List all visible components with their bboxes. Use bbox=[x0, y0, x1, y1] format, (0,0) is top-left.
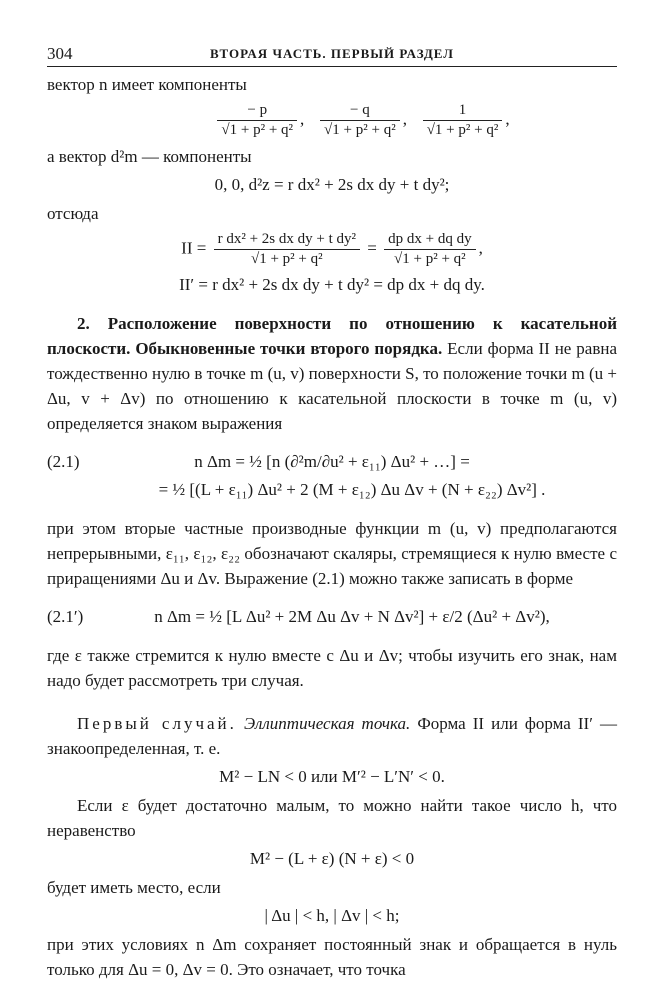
equation-2-1-prime: (2.1′) n Δm = ½ [L Δu² + 2M Δu Δv + N Δv²] + ε/2 (Δu² + Δv²), bbox=[47, 605, 617, 629]
paragraph-vector-d2m: а вектор d²m — компоненты bbox=[47, 147, 252, 166]
fraction-one: $\frac{1}{\text{√1 + p² + q²}}$ bbox=[423, 101, 503, 140]
fraction-minus-p: $\frac{- p}{\text{√1 + p² + q²}}$ bbox=[217, 101, 297, 140]
paragraph-continuity: при этом вторые частные производные функции m (u, v) предполагаются непрерывными, ε₁₁, ε₁₂, ε₂₂ обозначают скаляры, стремящиеся к нулю вместе с приращениями Δu и Δv. Выражение (2.1) можно также записать в форме bbox=[47, 519, 617, 588]
paragraph-conditions: при этих условиях n Δm сохраняет постоянный знак и обращается в нуль только для Δu = 0, Δv = 0. Это означает, что точка bbox=[47, 935, 617, 979]
page-body bbox=[47, 72, 617, 982]
paragraph-case-1 bbox=[47, 711, 617, 761]
equation-inequality-1: M² − LN < 0 или M′² − L′N′ < 0. bbox=[219, 767, 445, 786]
equation-2-1-line1: (2.1) n Δm = ½ [n (∂²m/∂u² + ε₁₁) Δu² + …] = bbox=[47, 450, 617, 474]
equation-inequality-3: | Δu | < h, | Δv | < h; bbox=[264, 906, 400, 925]
page-number: 304 bbox=[47, 44, 73, 63]
section-text: Если форма II не равна тождественно нулю в точке m (u, v) поверхности S, то положение точки m (u + Δu, v + Δv) по отношению к касательной плоскости в точке m (u, v) определяется знаком выражения bbox=[47, 339, 617, 433]
page-header bbox=[47, 44, 617, 67]
equation-2-1-line2: = ½ [(L + ε₁₁) Δu² + 2 (M + ε₁₂) Δu Δv + (N + ε₂₂) Δv²] . bbox=[158, 480, 546, 499]
case-1-label: Первый случай. bbox=[77, 714, 237, 733]
equation-n-components: $\frac{- p}{\text{√1 + p² + q²}}$ , $\frac{- q}{\text{√1 + p² + q²}}$ , $\frac{1}{\text{√1 + p² + q²}}$ , bbox=[107, 101, 617, 140]
fraction-II-second: $\frac{\text{dp dx + dq dy}}{\text{√1 + p² + q²}}$ bbox=[384, 230, 475, 269]
equation-number-2-1-prime: (2.1′) bbox=[47, 607, 84, 626]
paragraph-epsilon-small: Если ε будет достаточно малым, то можно найти такое число h, что неравенство bbox=[47, 796, 617, 840]
equation-II-prime: II′ = r dx² + 2s dx dy + t dy² = dp dx + dq dy. bbox=[179, 275, 485, 294]
fraction-II-first: $\frac{\text{r dx² + 2s dx dy + t dy²}}{\text{√1 + p² + q²}}$ bbox=[214, 230, 360, 269]
running-head: ВТОРАЯ ЧАСТЬ. ПЕРВЫЙ РАЗДЕЛ bbox=[210, 46, 454, 61]
paragraph-vector-n: вектор n имеет компоненты bbox=[47, 75, 247, 94]
case-1-text: Форма II или форма II′ — знакоопределенная, т. е. bbox=[47, 714, 617, 758]
section-2-paragraph bbox=[47, 311, 617, 436]
paragraph-epsilon: где ε также стремится к нулю вместе с Δu и Δv; чтобы изучить его знак, нам надо будет рассмотреть три случая. bbox=[47, 646, 617, 690]
case-1-italic: Эллиптическая точка. bbox=[243, 714, 411, 733]
equation-d2m-components: 0, 0, d²z = r dx² + 2s dx dy + t dy²; bbox=[214, 175, 450, 194]
fraction-minus-q: $\frac{- q}{\text{√1 + p² + q²}}$ bbox=[320, 101, 400, 140]
paragraph-will-hold: будет иметь место, если bbox=[47, 878, 221, 897]
equation-II: II = $\frac{\text{r dx² + 2s dx dy + t dy²}}{\text{√1 + p² + q²}}$ = $\frac{\text{dp dx + dq dy}}{\text{√1 + p² + q²}}$ , bbox=[181, 231, 483, 267]
equation-number-2-1: (2.1) bbox=[47, 452, 80, 471]
paragraph-hence: отсюда bbox=[47, 204, 99, 223]
equation-inequality-2: M² − (L + ε) (N + ε) < 0 bbox=[249, 849, 415, 868]
section-title: 2. Расположение поверхности по отношению к касательной плоскости. Обыкновенные точки второго порядка. bbox=[47, 314, 617, 358]
